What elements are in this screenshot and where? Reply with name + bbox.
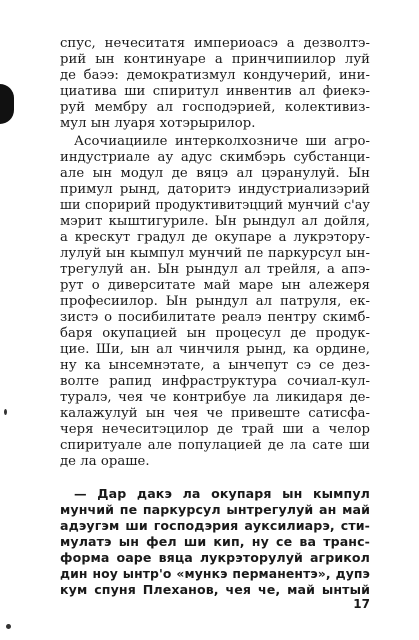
text-line: ну ка ынсемнэтате, а ынчепут сэ се дез- <box>60 358 370 373</box>
text-line: волте рапид инфраструктура сочиал-кул- <box>60 374 370 389</box>
text-line: индустриале ау адус скимбэрь субстанци- <box>60 150 370 165</box>
text-line: мулатэ ын фел ши кип, ну се ва транс- <box>60 534 370 549</box>
text-line: а крескут градул де окупаре а лукрэтору- <box>60 230 370 245</box>
text-line: примул рынд, даторитэ индустриализэрий <box>60 182 370 197</box>
text-line: руй мембру ал господэрией, колективиз- <box>60 100 370 115</box>
text-line: адэугэм ши господэрия ауксилиарэ, сти- <box>60 518 370 533</box>
text-line: кум спуня Плеханов, чея че, май ынтый <box>60 582 370 597</box>
ink-speck <box>4 409 7 415</box>
text-line: де баээ: демократизмул кондучерий, ини- <box>60 68 370 83</box>
ink-speck <box>6 624 11 629</box>
text-line: спус, нечеситатя империоасэ а дезволтэ- <box>60 36 370 51</box>
text-line: калажулуй ын чея че привеште сатисфа- <box>60 406 370 421</box>
text-line: цие. Ши, ын ал чинчиля рынд, ка ордине, <box>60 342 370 357</box>
text-line: форма оаре вяца лукрэторулуй агрикол <box>60 550 370 565</box>
text-line: черя нечеситэцилор де трай ши а челор <box>60 422 370 437</box>
text-line: туралэ, чея че контрибуе ла ликидаря де- <box>60 390 370 405</box>
text-line: мул ын луаря хотэрырилор. <box>60 116 256 131</box>
text-line: — Дар дакэ ла окупаря ын кымпул <box>74 486 370 501</box>
text-line: Асочиацииле интерколхозниче ши агро- <box>74 134 370 149</box>
text-line: баря окупацией ын процесул де продук- <box>60 326 370 341</box>
text-line: де ла ораше. <box>60 454 150 469</box>
text-line: але ын модул де вяцэ ал цэранулуй. Ын <box>60 166 370 181</box>
text-line: дин ноу ынтр'о «мункэ перманентэ», дупэ <box>60 566 370 581</box>
text-line: професиилор. Ын рындул ал патруля, ек- <box>60 294 370 309</box>
text-line: мунчий пе паркурсул ынтрегулуй ан май <box>60 502 370 517</box>
ink-blot-left-margin <box>0 84 14 124</box>
text-line: рут о диверситате май маре ын алежеря <box>60 278 370 293</box>
text-line: рий ын континуаре а принчипиилор луй <box>60 52 370 67</box>
page-number: 17 <box>353 597 370 611</box>
text-line: мэрит кыштигуриле. Ын рындул ал дойля, <box>60 214 370 229</box>
text-line: циатива ши спиритул инвентив ал фиекэ- <box>60 84 370 99</box>
text-line: зистэ о посибилитате реалэ пентру скимб- <box>60 310 370 325</box>
text-line: ши споририй продуктивитэцций мунчий с'ау <box>60 198 370 213</box>
text-line: лулуй ын кымпул мунчий пе паркурсул ын- <box>60 246 370 261</box>
text-line: спиритуале але популацией де ла сате ши <box>60 438 370 453</box>
text-line: трегулуй ан. Ын рындул ал трейля, а апэ- <box>60 262 370 277</box>
